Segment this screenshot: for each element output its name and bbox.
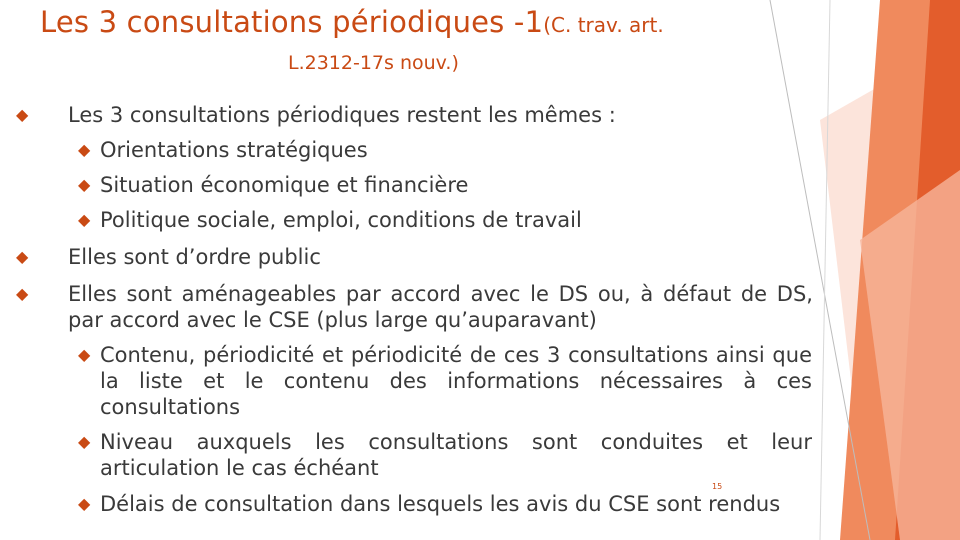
diamond-bullet-icon: ◆ bbox=[78, 140, 91, 159]
bullet-text: Les 3 consultations périodiques restent les mêmes : bbox=[68, 103, 616, 127]
bullet-text: Elles sont aménageables par accord avec le DS ou, à défaut de DS, par accord avec le CSE (plus large qu’auparavant) bbox=[68, 282, 813, 332]
sub-bullet-text: Politique sociale, emploi, conditions de travail bbox=[100, 208, 582, 232]
diamond-bullet-icon: ◆ bbox=[16, 284, 29, 303]
bullet-item bbox=[16, 244, 808, 270]
diamond-bullet-icon: ◆ bbox=[78, 345, 91, 364]
slide-title-main: Les 3 consultations périodiques -1 bbox=[40, 5, 544, 39]
bullet-item bbox=[16, 102, 808, 128]
diamond-bullet-icon: ◆ bbox=[78, 175, 91, 194]
sub-bullet-item bbox=[78, 342, 812, 420]
sub-bullet-item bbox=[78, 491, 812, 517]
sub-bullet-item bbox=[78, 137, 800, 163]
diamond-bullet-icon: ◆ bbox=[16, 247, 29, 266]
diamond-bullet-icon: ◆ bbox=[78, 210, 91, 229]
diamond-bullet-icon: ◆ bbox=[78, 432, 91, 451]
sub-bullet-text: Orientations stratégiques bbox=[100, 138, 368, 162]
slide-number: 15 bbox=[712, 482, 723, 491]
sub-bullet-text: Délais de consultation dans lesquels les avis du CSE sont rendus bbox=[100, 492, 781, 516]
sub-bullet-item bbox=[78, 429, 812, 481]
slide-title-reference: (C. trav. art. bbox=[543, 13, 664, 37]
bullet-item bbox=[16, 281, 813, 333]
sub-bullet-item bbox=[78, 207, 800, 233]
diamond-bullet-icon: ◆ bbox=[16, 105, 29, 124]
bullet-text: Elles sont d’ordre public bbox=[68, 245, 321, 269]
sub-bullet-text: Contenu, périodicité et périodicité de ces 3 consultations ainsi que la liste et le contenu des informations nécessaires à ces consultations bbox=[100, 343, 812, 419]
diamond-bullet-icon: ◆ bbox=[78, 494, 91, 513]
slide-title-reference-continued: L.2312-17s nouv.) bbox=[288, 52, 459, 74]
sub-bullet-text: Niveau auxquels les consultations sont conduites et leur articulation le cas échéant bbox=[100, 430, 812, 480]
sub-bullet-text: Situation économique et financière bbox=[100, 173, 469, 197]
sub-bullet-item bbox=[78, 172, 800, 198]
